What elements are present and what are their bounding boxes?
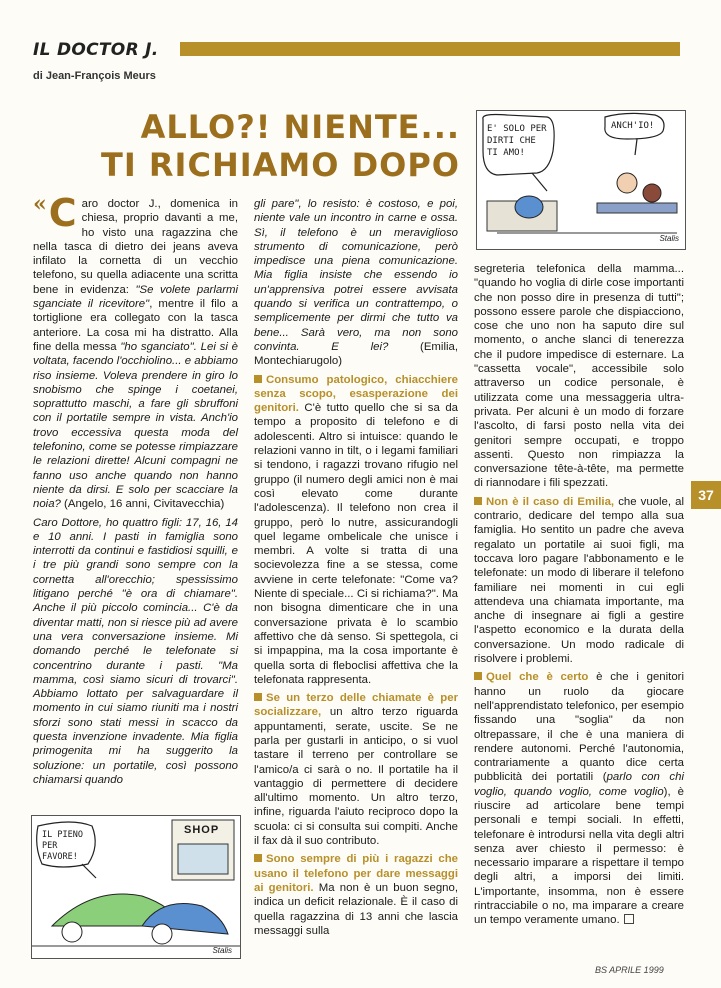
section-4-body: che vuole, al contrario, dedicare del tempo alla sua famiglia. Ho sentito un padre che aveva regalato un portatile ai suoi figli, ma toccava loro pagare l'abbonamento e le telefonate: un modo di liberare il telefono familiare nei momenti in cui egli attendeva una chiamata importante, ma anche di insegnare ai figli a gestire l'aspetto economico e la durata della conversazione. Un modo radicale di risolvere i problemi. [474, 495, 685, 666]
headline-line-2: TI RICHIAMO DOPO [101, 146, 460, 184]
letter-1-text-d: "ho sganciato" [120, 340, 194, 353]
section-1 [254, 373, 458, 688]
cartoon-top-signature: Stalis [659, 234, 679, 243]
cartoon-bottom-bubble: IL PIENO PER FAVORE! [42, 830, 83, 862]
section-5-bullet [474, 672, 482, 680]
section-5-body-b: ), è riuscire ad articolare bene tempi personali e tempi sociali. In effetti, telefonare è introdursi nella vita degli altri senza aver chiesto il permesso: è necessario imparare a rispettare il tempo degli altri, a imporsi dei limiti. L'importante, insomma, non è essere rintracciabile o no, ma imparare a creare un tempo veramente umano. [474, 785, 684, 927]
section-1-body: C'è tutto quello che si sa da tempo a proposito di telefono e di adolescenti. Altro si intuisce: quando le relazioni vanno in tilt, o i legami familiari si tendono, i ragazzi trovano rifugio nel gruppo (il numero degli amici non è mai così elevato come durante l'adolescenza). Il telefono non crea il gruppo, però lo nutre, assicurandogli quel legame ombelicale che unisce i membri. A volte si tratta di una socievolezza fine a se stessa, come avviene in certe telefonate: "Come va? Niente di speciale... Ci si richiama?". Ma non bisogna dimenticare che in una conversazione privata è lo scambio affettivo che dà senso. Si spettegola, ci si impappina, ma la cosa importante è quella sorta di fleboclisi affettiva che la telefonata rappresenta. [254, 402, 458, 686]
letter-1 [33, 191, 239, 512]
cartoon-top-bubble-2: ANCH'IO! [611, 121, 655, 131]
cartoon-bottom-sign: SHOP [184, 824, 220, 836]
section-2 [254, 691, 458, 848]
headline-line-1: ALLO?! NIENTE... [140, 108, 460, 146]
letter-1-text-b: "Se volete parlarmi sganciate il ricevitore" [33, 283, 239, 311]
letter-1-signature: (Angelo, 16 anni, Civitavecchia) [64, 498, 225, 511]
section-4-heading: Non è il caso di Emilia, [486, 495, 615, 508]
letter-1-text-e: . Lei si è voltata, facendo l'occhiolino... e abbiamo riso insieme. Voleva prendere in giro lo snobismo che spinge i coetanei, soprattutto maschi, a fare gli sbruffoni con il portatile sempre in vista. Anch'io trovo eccessiva questa moda del telefonino, come se potesse rimpiazzare le relazioni dirette! Alcuni compagni ne fanno uso anche quando non hanno niente da dirsi. E solo per scacciare la noia? [33, 340, 238, 511]
dropcap: C [48, 191, 77, 235]
section-2-heading: Se un terzo delle chiamate è per socializzare, [254, 692, 458, 719]
cartoon-bottom-signature: Stalis [212, 946, 232, 955]
section-3 [254, 852, 458, 938]
column-1 [33, 191, 239, 791]
section-2-bullet [254, 693, 262, 701]
section-3-heading: Sono sempre di più i ragazzi che usano il telefono per dare messaggi ai genitori. [254, 853, 458, 894]
section-3-bullet [254, 854, 262, 862]
section-1-heading: Consumo patologico, chiacchiere senza scopo, esasperazione dei genitori. [254, 373, 458, 415]
rubric-bar [180, 42, 680, 56]
section-5 [474, 670, 684, 927]
section-4-bullet [474, 497, 482, 505]
section-5-body-a: è che i genitori hanno un ruolo da giocare nell'apprendistato telefonico, per esempio fissando una "soglia" da non oltrepassare, il che è una maniera di rendere autonomi. Perché l'autonomia, contrariamente a quanto dice certa pubblicità dei portatili ( [474, 671, 684, 784]
section-5-heading: Quel che è certo [486, 671, 589, 684]
letter-2-continued-text: gli pare", lo resisto: è costoso, e poi, niente vale un incontro in carne e ossa. Sì, il telefono è un meraviglioso strumento di comunicazione, però impedisce una piena comunicazione. Mia figlia insiste che essendo io un'apprensiva potrei essere avvisata quando si verifica un contrattempo, o semplicemente per dirmi che tutto va bene... Sarà vero, ma non sono convinta. E lei? [254, 198, 458, 353]
letter-1-text-c: , mentre il filo a tortiglione era collegato con la tasca anteriore. La cosa mi ha distratto. Alla fine della messa [33, 298, 239, 353]
headline [100, 108, 460, 184]
cartoon-bottom [31, 815, 241, 959]
cartoon-top-bubble-1: E' SOLO PER DIRTI CHE TI AMO! [487, 124, 547, 158]
byline: di Jean-François Meurs [33, 70, 156, 82]
letter-2: Caro Dottore, ho quattro figli: 17, 16, 14 e 10 anni. I pasti in famiglia sono interrotti da continui e fastidiosi squilli, e i tre più grandi sono sempre con la cornetta all'orecchio; spessissimo litigano perché "è ora di chiamare". Anche il più piccolo comincia... C'è da diventar matti, non si riesce più ad avere una vera conversazione insieme. Mi domando perché le telefonate si concentrino durante i pasti. "Ma mamma, così siamo sicuri di trovarci". Abbiamo lottato per salvaguardare il momento in cui siamo riuniti ma i nostri sforzi sono stati messi in scacco da questa invenzione invadente. Mia figlia primogenita mi ha suggerito la soluzione: un portatile, così possono chiamarsi quando [33, 516, 238, 786]
page-number-tab: 37 [691, 481, 721, 509]
section-2-body: un altro terzo riguarda appuntamenti, serate, uscite. Se ne parla per gustarli in anticipo, o si vuol tastare il terreno per controllare se l'amico/a ci sarà o no. Il portatile ha il vantaggio di permettere di decidere all'ultimo momento. Un altro terzo, infine, riguarda l'aiuto reciproco dopo la scuola: ci si consulta sui compiti. Anche il fax dà il suo contributo. [254, 706, 458, 848]
rubric-title: IL DOCTOR J. [33, 40, 159, 60]
letter-1-text-a: aro doctor J., domenica in chiesa, proprio davanti a me, ho visto una ragazzina che nella tasca di dietro dei jeans aveva infilato la cornetta di un vecchio telefono, su quella adiacente una scritta bene in evidenza: [33, 198, 238, 296]
column-3-intro: segreteria telefonica della mamma... "quando ho voglia di dirle cose importanti che non posso dire in presenza di tutti"; possono essere parole che dispiacciono, cose che uno non ha saputo dire sul momento, o anche slanci di tenerezza che il pudore impedisce di esternare. La "cassetta vocale", accessibile solo attraverso un codice personale, è utilizzata come una messaggeria ultra-privata. Per alcuni è un modo di forzare l'ascolto, di farsi posto nella vita dei genitori sempre occupati, e troppo assenti. Questo non rimpiazza la conversazione tête-à-tête, ma permette di riannodare i fili spezzati. [474, 263, 684, 490]
section-4 [474, 495, 684, 667]
letter-1-lead [33, 191, 80, 235]
opening-quote-mark: « [33, 191, 47, 217]
end-of-article-mark [624, 914, 634, 924]
letter-2-continued [254, 197, 458, 369]
section-3-body: Ma non è un buon segno, indica un deficit relazionale. È il caso di quella ragazzina di 13 anni che lascia messaggi sulla [254, 881, 458, 937]
column-3 [474, 262, 684, 932]
section-5-body-italic: parlo con chi voglio, quando voglio, come voglio [474, 771, 684, 798]
column-2 [254, 197, 458, 942]
footer-issue: BS APRILE 1999 [595, 965, 664, 975]
section-1-bullet [254, 375, 262, 383]
letter-2-signature: (Emilia, Montechiarugolo) [254, 340, 458, 368]
cartoon-top [476, 110, 686, 250]
